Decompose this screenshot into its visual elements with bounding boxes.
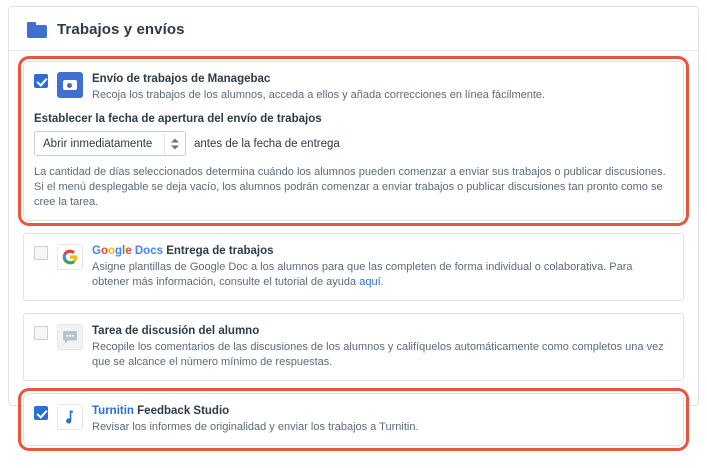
- option-title: Tarea de discusión del alumno: [92, 325, 260, 337]
- page-title: Trabajos y envíos: [57, 21, 185, 38]
- google-wordmark: Google: [92, 245, 132, 257]
- option-title: Envío de trabajos de Managebac: [92, 73, 271, 85]
- chat-bubble-icon: [57, 324, 83, 350]
- folder-icon: [27, 22, 47, 38]
- checkbox-managebac-submission[interactable]: [34, 74, 48, 88]
- google-docs-wordmark: Docs: [134, 245, 163, 257]
- date-setting-row: [34, 131, 671, 156]
- date-setting-help-text: La cantidad de días seleccionados determina cuándo los alumnos pueden comenzar a enviar sus trabajos o publicar discusiones. Si el menú desplegable se deja vacío, los alumnos podrán comenzar a enviar trabajos o publicar discusiones tan pronto como se cree la tarea.: [34, 166, 666, 208]
- option-managebac-submission[interactable]: [23, 61, 684, 221]
- option-text: [92, 324, 671, 370]
- checkbox-student-discussion-task[interactable]: [34, 326, 48, 340]
- turnitin-wordmark: Turnitin: [92, 405, 134, 417]
- date-setting-suffix: antes de la fecha de entrega: [194, 137, 340, 150]
- option-row: [34, 72, 671, 103]
- select-divider: [164, 134, 165, 155]
- date-setting-label: Establecer la fecha de apertura del envío de trabajos: [34, 113, 322, 125]
- option-text: [92, 404, 671, 435]
- stepper-arrows-icon[interactable]: [171, 138, 179, 149]
- option-title-text: Feedback Studio: [137, 405, 230, 417]
- option-row: [34, 404, 671, 435]
- option-description: Asigne plantillas de Google Doc a los alumnos para que las completen de forma individual o colaborativa. Para obtener más información, consulte el tutorial de ayuda aquí.: [92, 261, 633, 288]
- checkbox-turnitin-feedback-studio[interactable]: [34, 406, 48, 420]
- option-google-docs-assignment[interactable]: [23, 233, 684, 301]
- option-text: [92, 72, 671, 103]
- option-description: Recopile los comentarios de las discusiones de los alumnos y califíquelos automáticamente como completos una vez que se alcance el número mínimo de respuestas.: [92, 341, 664, 368]
- help-tutorial-link[interactable]: aquí: [359, 276, 381, 288]
- option-student-discussion-task[interactable]: [23, 313, 684, 381]
- card-header: [9, 7, 698, 51]
- option-title: [92, 244, 671, 259]
- open-date-select[interactable]: [34, 131, 186, 156]
- option-row: [34, 324, 671, 370]
- option-description-text: Asigne plantillas de Google Doc a los alumnos para que las completen de forma individual o colaborativa. Para obtener más información, consulte el tutorial de ayuda: [92, 261, 633, 288]
- option-title-text: Entrega de trabajos: [166, 245, 274, 257]
- option-title: [92, 404, 671, 419]
- card-body: [9, 51, 698, 468]
- option-description: Revisar los informes de originalidad y enviar los trabajos a Turnitin.: [92, 421, 419, 433]
- open-date-select-value: Abrir inmediatamente: [43, 137, 153, 150]
- option-row: [34, 244, 671, 290]
- google-docs-icon: [57, 244, 83, 270]
- option-text: [92, 244, 671, 290]
- option-turnitin-feedback-studio[interactable]: [23, 393, 684, 446]
- turnitin-icon: [57, 404, 83, 430]
- option-description: Recoja los trabajos de los alumnos, acceda a ellos y añada correcciones en línea fácilmente.: [92, 89, 546, 101]
- managebac-camera-icon: [57, 72, 83, 98]
- trabajos-y-envios-card: [8, 6, 699, 433]
- submission-open-date-setting: [34, 113, 671, 210]
- checkbox-google-docs-assignment[interactable]: [34, 246, 48, 260]
